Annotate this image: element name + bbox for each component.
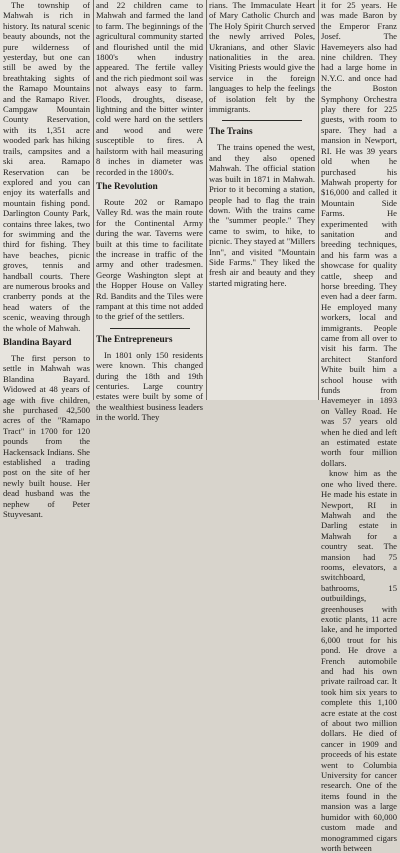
havemeyer-paragraph: it for 25 years. He was made Baron by the Emperor Franz Josef. The Havemeyers also had nine children. They had a large home in N.Y.C. and once had the Boston Symphony Orchestra play there for 225 guests, with room to spare. They had a mansion in Newport, RI. He was 39 years old when he purchased his Mahwah property for $16,000 and called it Mountain Side Farms. He experimented with sanitation and breeding techniques, and his farm was a showcase for quality cattle, sheep and horse breeding. They even had a deer farm. He employed many workers, local and immigrants. People came from all over to visit his farm. The architect Stanford White built him a school house with funds from Havemeyer in 1893 on Valley Road. He was 57 years old when he died and left an estimated estate worth four million dollars. bbox=[321, 0, 397, 468]
entrepreneurs-paragraph: In 1801 only 150 residents were known. This changed during the 18th and 19th centuries. Large country estates were built by some of the wealthiest business leaders in the world. They bbox=[96, 349, 203, 423]
section-divider bbox=[110, 328, 190, 329]
heading-the-entrepreneurs: The Entrepreneurs bbox=[96, 334, 173, 345]
heading-blandina-bayard: Blandina Bayard bbox=[3, 338, 72, 348]
heading-the-revolution: The Revolution bbox=[96, 181, 158, 192]
column-3 bbox=[206, 0, 318, 400]
farming-paragraph: and 22 children came to Mahwah and farmed the land to farm. The beginnings of the agricultural community started and flourished until the mid 1800's when industry appeared. The fertile valley and the rich piedmont soil was not always easy to farm. Floods, droughts, disease, lightning and the bitter winter cold were hard on the settlers and wood and were susceptible to fires. A hailstorm with hail measuring 8 inches in diameter was recorded in the 1800's. bbox=[96, 0, 203, 177]
column-2 bbox=[93, 0, 206, 423]
intro-paragraph: The township of Mahwah is rich in history. Its natural scenic beauty abounds, not the pure wilderness of yesterday, but one can still be awed by the breathtaking sights of the Ramapo Mountains and the Ramapo River. Campgaw Mountain County Reservation, with its 1,351 acre wooded park has hiking trails, campsites and a ski area. Ramapo Reservation can be explored and you can enjoy its waterfalls and mountain fishing pond. Darlington County Park, contains three lakes, two for swimming and the third for fishing. They have beaches, picnic groves, tennis and handball courts. There are numerous brooks and cranberry ponds at the head waters of the scenic, weaving through the whole of Mahwah. bbox=[3, 0, 90, 333]
heading-the-trains: The Trains bbox=[209, 127, 253, 138]
blandina-paragraph: The first person to settle in Mahwah was Blandina Bayard. Widowed at 48 years of age with five children, she purchased 42,500 acres of the "Ramapo Tract" in 1700 for 120 pounds from the Hackensack Indians. She established a trading post on the site of her newly built house. Her dead husband was the nephew of Peter Stuyvesant. bbox=[3, 353, 90, 520]
column-4 bbox=[318, 0, 400, 853]
trains-paragraph: The trains opened the west, and they also opened Mahwah. The official station was built in 1871 in Mahwah. Prior to it becoming a station, people had to flag the train down. With the trains came the "summer people." They came to swim, to hike, to picnic. They stayed at "Millers Inn", and visited "Mountain Side Farms." They liked the fresh air and beauty and they started migrating here. bbox=[209, 142, 315, 288]
revolution-paragraph: Route 202 or Ramapo Valley Rd. was the main route for the Continental Army during the war. Taverns were built at this time to facilitate the increase in traffic of the army and other tradesmen. George Washington slept at the Hopper House on Valley Rd. Bandits and the Tiles were rampant at this time not added to the grief of the settlers. bbox=[96, 196, 203, 322]
section-divider bbox=[222, 120, 302, 121]
darling-estate-paragraph: know him as the one who lived there. He made his estate in Newport, RI in Mahwah and the Darling estate in Mahwah for a country seat. The mansion had 75 rooms, elevators, a switchboard, bathrooms, 15 outbuildings, greenhouses with exotic plants, 11 acre lake, and he imported 6,000 trout for his pond. He drove a French automobile and had his own private railroad car. It took him six years to complete this 1,100 acre estate at the cost of about two million dollars. He died of cancer in 1909 and proceeds of his estate went to Columbia University for cancer research. One of the items found in the mansion was a large humidor with 60,000 custom made and monogrammed cigars worth between bbox=[321, 468, 397, 853]
churches-paragraph: rians. The Immaculate Heart of Mary Catholic Church and The Holy Spirit Church served the newly arrived Poles, Ukranians, and other Slavic nationalities in the area. Visiting Priests would give the service in the foreign languages to help the feelings of isolation felt by the immigrants. bbox=[209, 0, 315, 115]
column-1 bbox=[0, 0, 93, 520]
